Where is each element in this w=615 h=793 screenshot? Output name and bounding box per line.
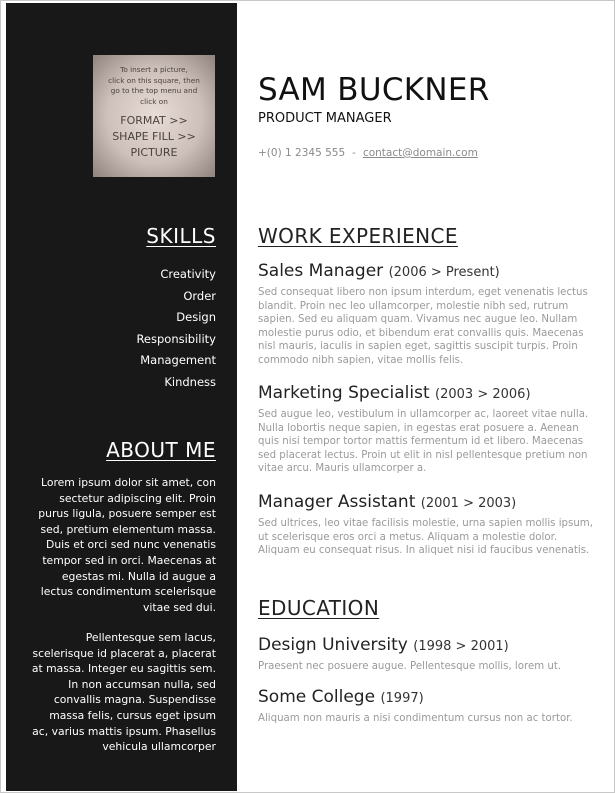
education-heading: EDUCATION [258, 596, 380, 620]
about-heading: ABOUT ME [106, 438, 216, 462]
skill-item: Creativity [160, 267, 216, 281]
photo-instruction-text: To insert a picture, click on this square, then go to the top menu and click on [108, 65, 200, 106]
about-paragraph: Lorem ipsum dolor sit amet, con sectetur adipiscing elit. Proin purus ligula, posuere semper est sed, pretium elementum massa. Duis et orci sed nunc venenatis tempor sed in orci. Maecenas at egestas mi. Nulla id augue a lectus condimentum scelerisque vitae sed dui. [38, 476, 216, 614]
education-entry [258, 686, 596, 726]
job-dates: (2006 > Present) [388, 265, 500, 280]
school-dates: (1998 > 2001) [413, 639, 509, 654]
skills-heading: SKILLS [146, 224, 216, 248]
job-description: Sed consequat libero non ipsum interdum, eget venenatis lectus blandit. Proin nec leo ullamcorper, molestie nibh sed, rutrum sapien. Sed eu aliquam quam. Vivamus nec augue leo. Nullam molestie purus odio, et bibendum erat convallis quis. Maecenas nisl mauris, iaculis in sapien eget, sagittis suscipit turpis. Proin commodo nibh sapien, vitae mollis felis. [258, 287, 588, 366]
education-entry-title [258, 686, 596, 710]
education-entry-title [258, 634, 596, 658]
skill-item: Responsibility [136, 331, 216, 346]
work-entry-title [258, 491, 596, 515]
candidate-title: PRODUCT MANAGER [258, 111, 392, 126]
school-name: Design University [258, 635, 408, 655]
work-experience-heading: WORK EXPERIENCE [258, 224, 458, 248]
contact-separator: - [352, 147, 356, 159]
education-entry [258, 634, 596, 674]
contact-line [258, 147, 478, 159]
school-dates: (1997) [380, 691, 424, 706]
job-position: Marketing Specialist [258, 383, 430, 403]
phone-number: +(0) 1 2345 555 [258, 147, 346, 159]
photo-placeholder[interactable] [93, 55, 215, 177]
job-description: Sed augue leo, vestibulum in ullamcorper ac, laoreet vitae nulla. Nulla lobortis neque sapien, in egestas erat posuere a. Aenean quis nisi tempor tortor mattis fermentum id et libero. Maecenas sed placerat lectus. Proin ut elit in nisl pellentesque pretium non vitae arcu. Mauris ullamcorper a. [258, 409, 589, 475]
work-entry [258, 491, 596, 558]
photo-command-text: FORMAT >> SHAPE FILL >> PICTURE [112, 114, 196, 159]
sidebar [6, 3, 237, 791]
about-paragraph: Pellentesque sem lacus, scelerisque id placerat a, placerat at massa. Integer eu sagittis sem. In non accumsan nulla, sed convallis magna. Suspendisse massa felis, cursus eget ipsum ac, varius mattis ipsum. Phasellus vehicula ullamcorper [31, 631, 216, 754]
job-dates: (2003 > 2006) [435, 387, 531, 402]
skill-item: Order [183, 288, 216, 303]
work-entry-title [258, 260, 596, 284]
job-position: Sales Manager [258, 261, 384, 281]
skill-item: Management [140, 353, 216, 368]
job-dates: (2001 > 2003) [420, 496, 517, 511]
work-entry-title [258, 382, 596, 406]
school-description: Aliquam non mauris a nisi condimentum cursus non ac tortor. [258, 713, 573, 724]
skills-list [136, 264, 216, 394]
candidate-name: SAM BUCKNER [258, 72, 490, 108]
work-entry [258, 382, 596, 476]
skill-item: Kindness [164, 374, 216, 389]
job-position: Manager Assistant [258, 492, 416, 512]
school-description: Praesent nec posuere augue. Pellentesque mollis, lorem ut. [258, 661, 562, 672]
email-link[interactable]: contact@domain.com [362, 147, 478, 159]
job-description: Sed ultrices, leo vitae facilisis molestie, urna sapien mollis ipsum, ut scelerisque eros orci a metus. Aliquam a molestie dolor. Aliquam eu consequat risus. In aliquet nisi id faucibus venenatis. [258, 518, 593, 557]
skill-item: Design [176, 310, 216, 325]
school-name: Some College [258, 687, 376, 707]
work-entry [258, 260, 596, 368]
